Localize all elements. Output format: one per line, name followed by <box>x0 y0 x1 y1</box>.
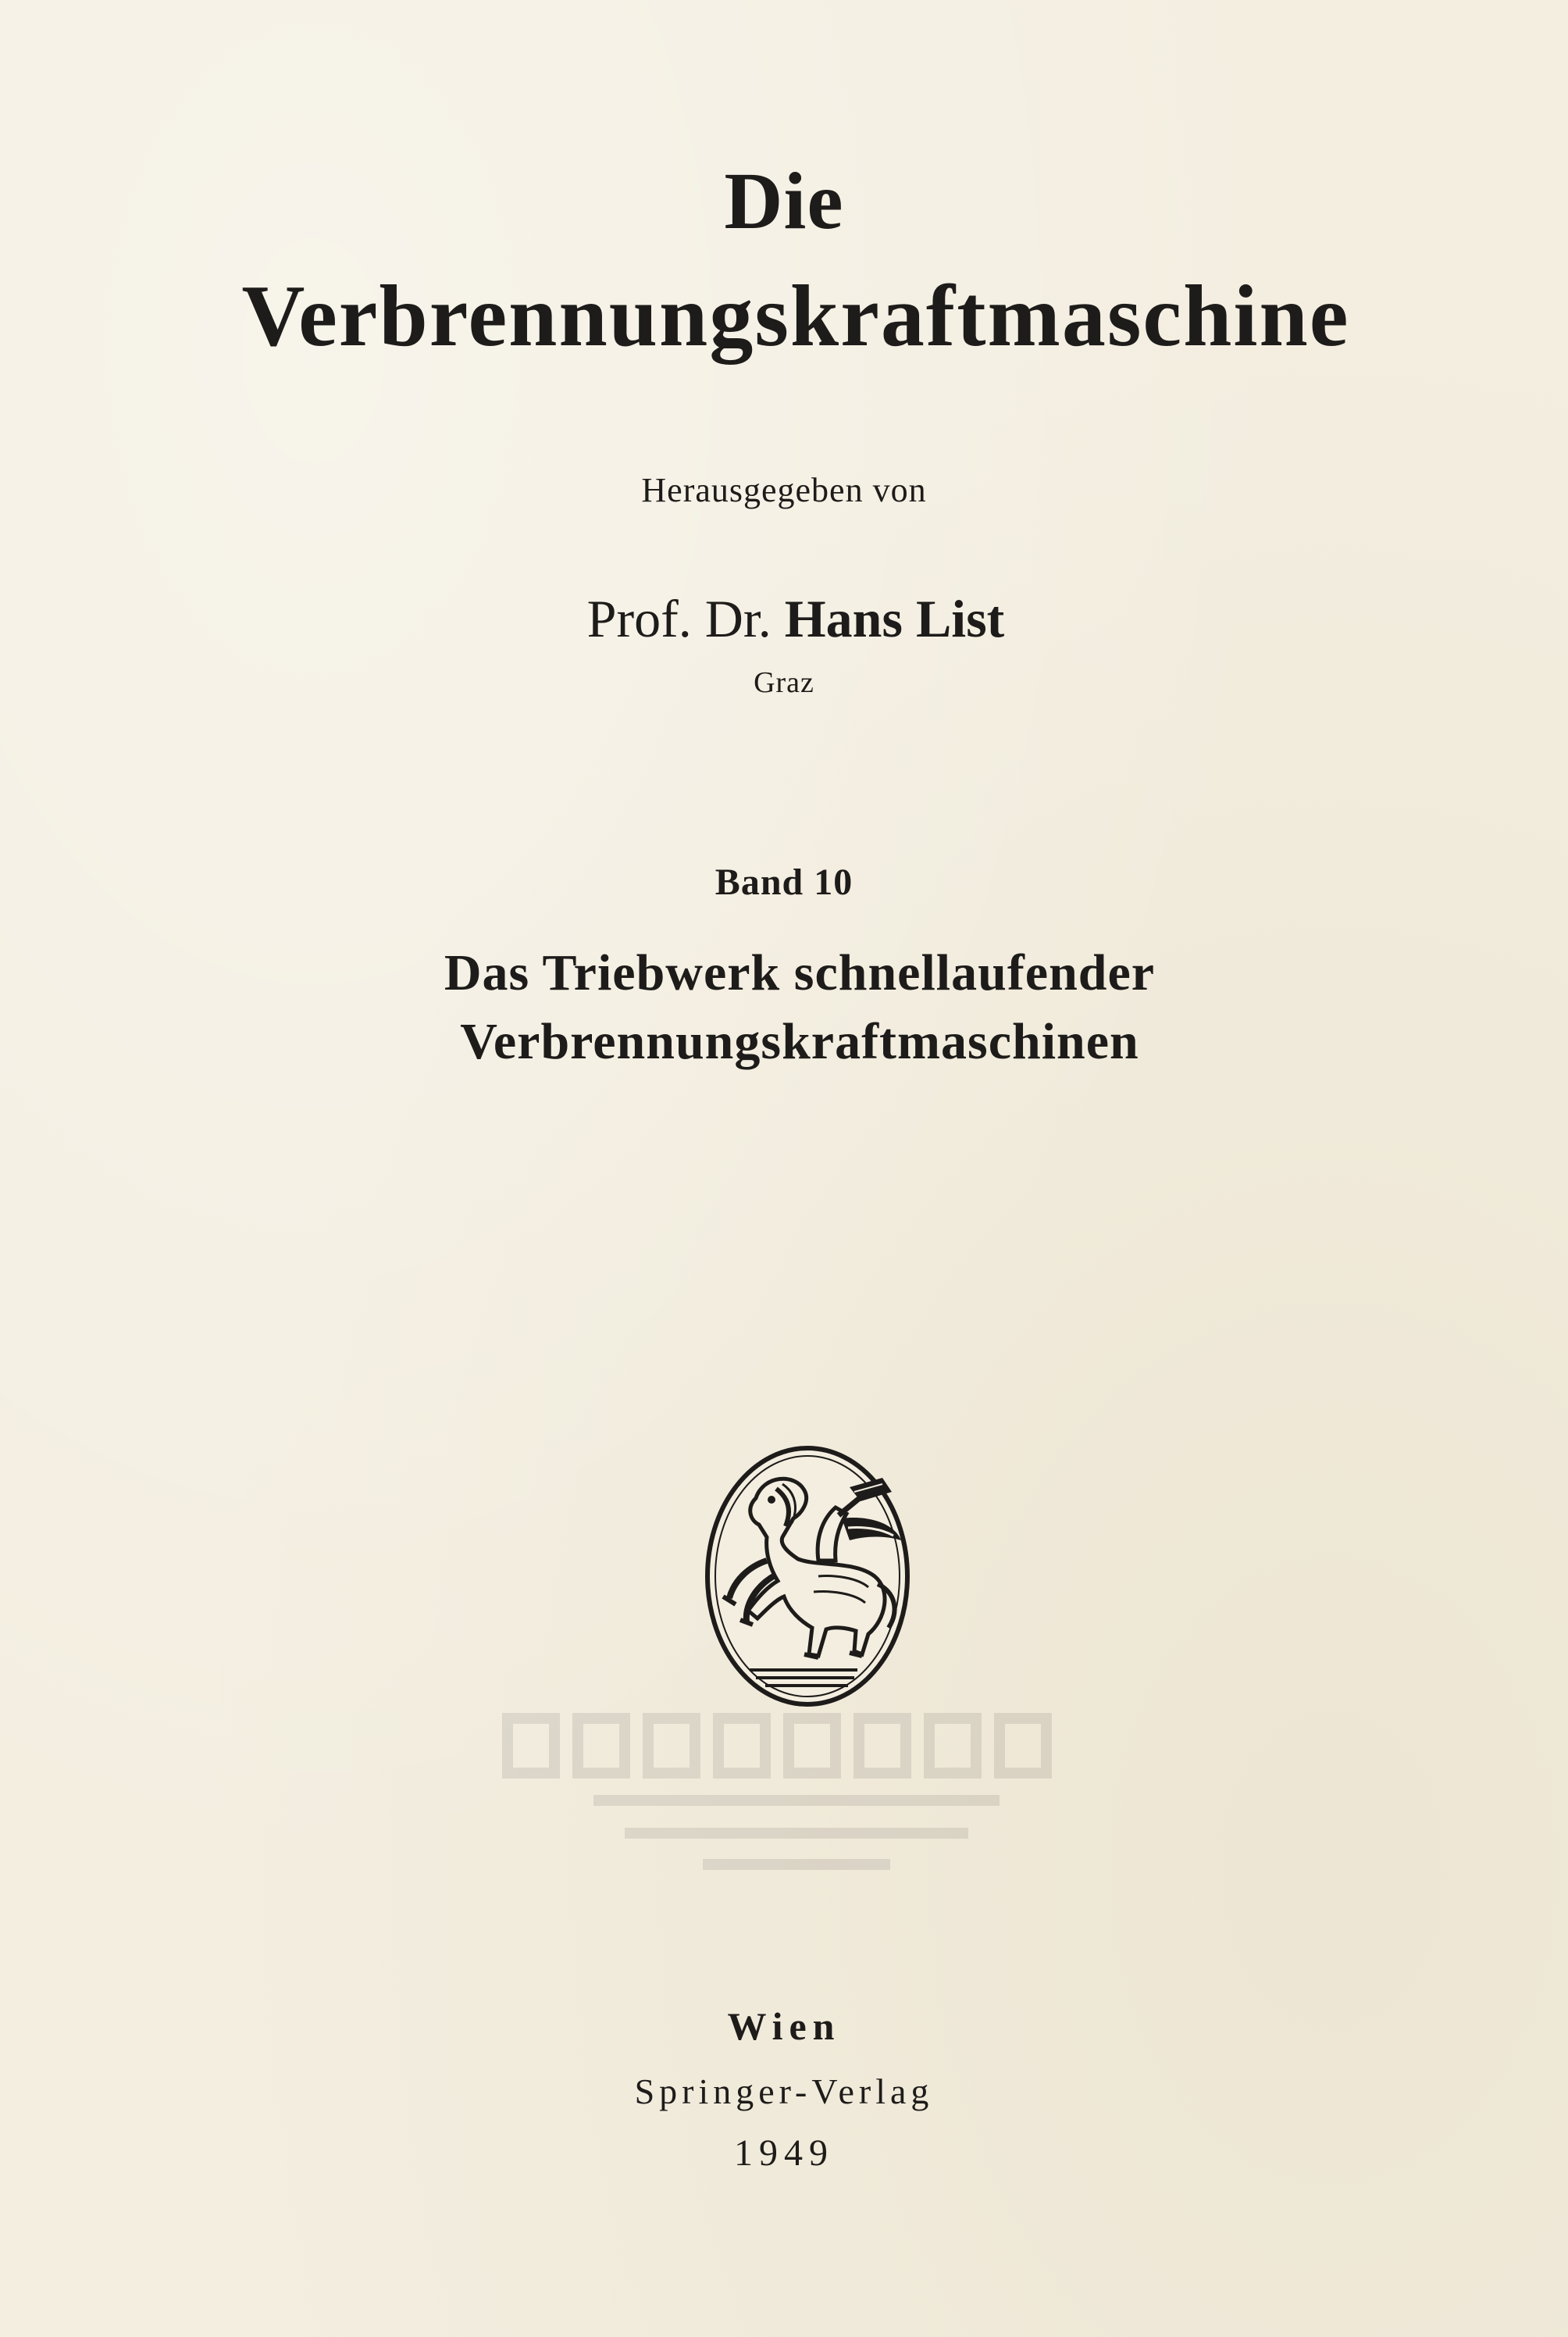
publisher-name: Springer-Verlag <box>634 2071 934 2111</box>
series-title-line-2: Verbrennungskraftmaschine <box>241 268 1350 365</box>
faded-library-stamp-icon <box>492 1703 1101 1890</box>
publisher-city: Wien <box>727 2004 841 2048</box>
editor-intro: Herausgegeben von <box>641 471 927 509</box>
editor-prefix: Prof. Dr. <box>586 589 772 648</box>
editor-name-line <box>0 587 1568 650</box>
springer-pegasus-rider-emblem-icon <box>701 1443 914 1714</box>
editor-city: Graz <box>754 666 814 699</box>
volume-title-line-2: Verbrennungskraftmaschinen <box>460 1013 1139 1070</box>
volume-label: Band 10 <box>715 862 853 903</box>
editor-name: Hans List <box>784 589 1005 648</box>
publication-year: 1949 <box>734 2132 834 2174</box>
volume-title-line-1: Das Triebwerk schnellaufender <box>444 944 1156 1001</box>
series-title-line-1: Die <box>724 156 844 246</box>
